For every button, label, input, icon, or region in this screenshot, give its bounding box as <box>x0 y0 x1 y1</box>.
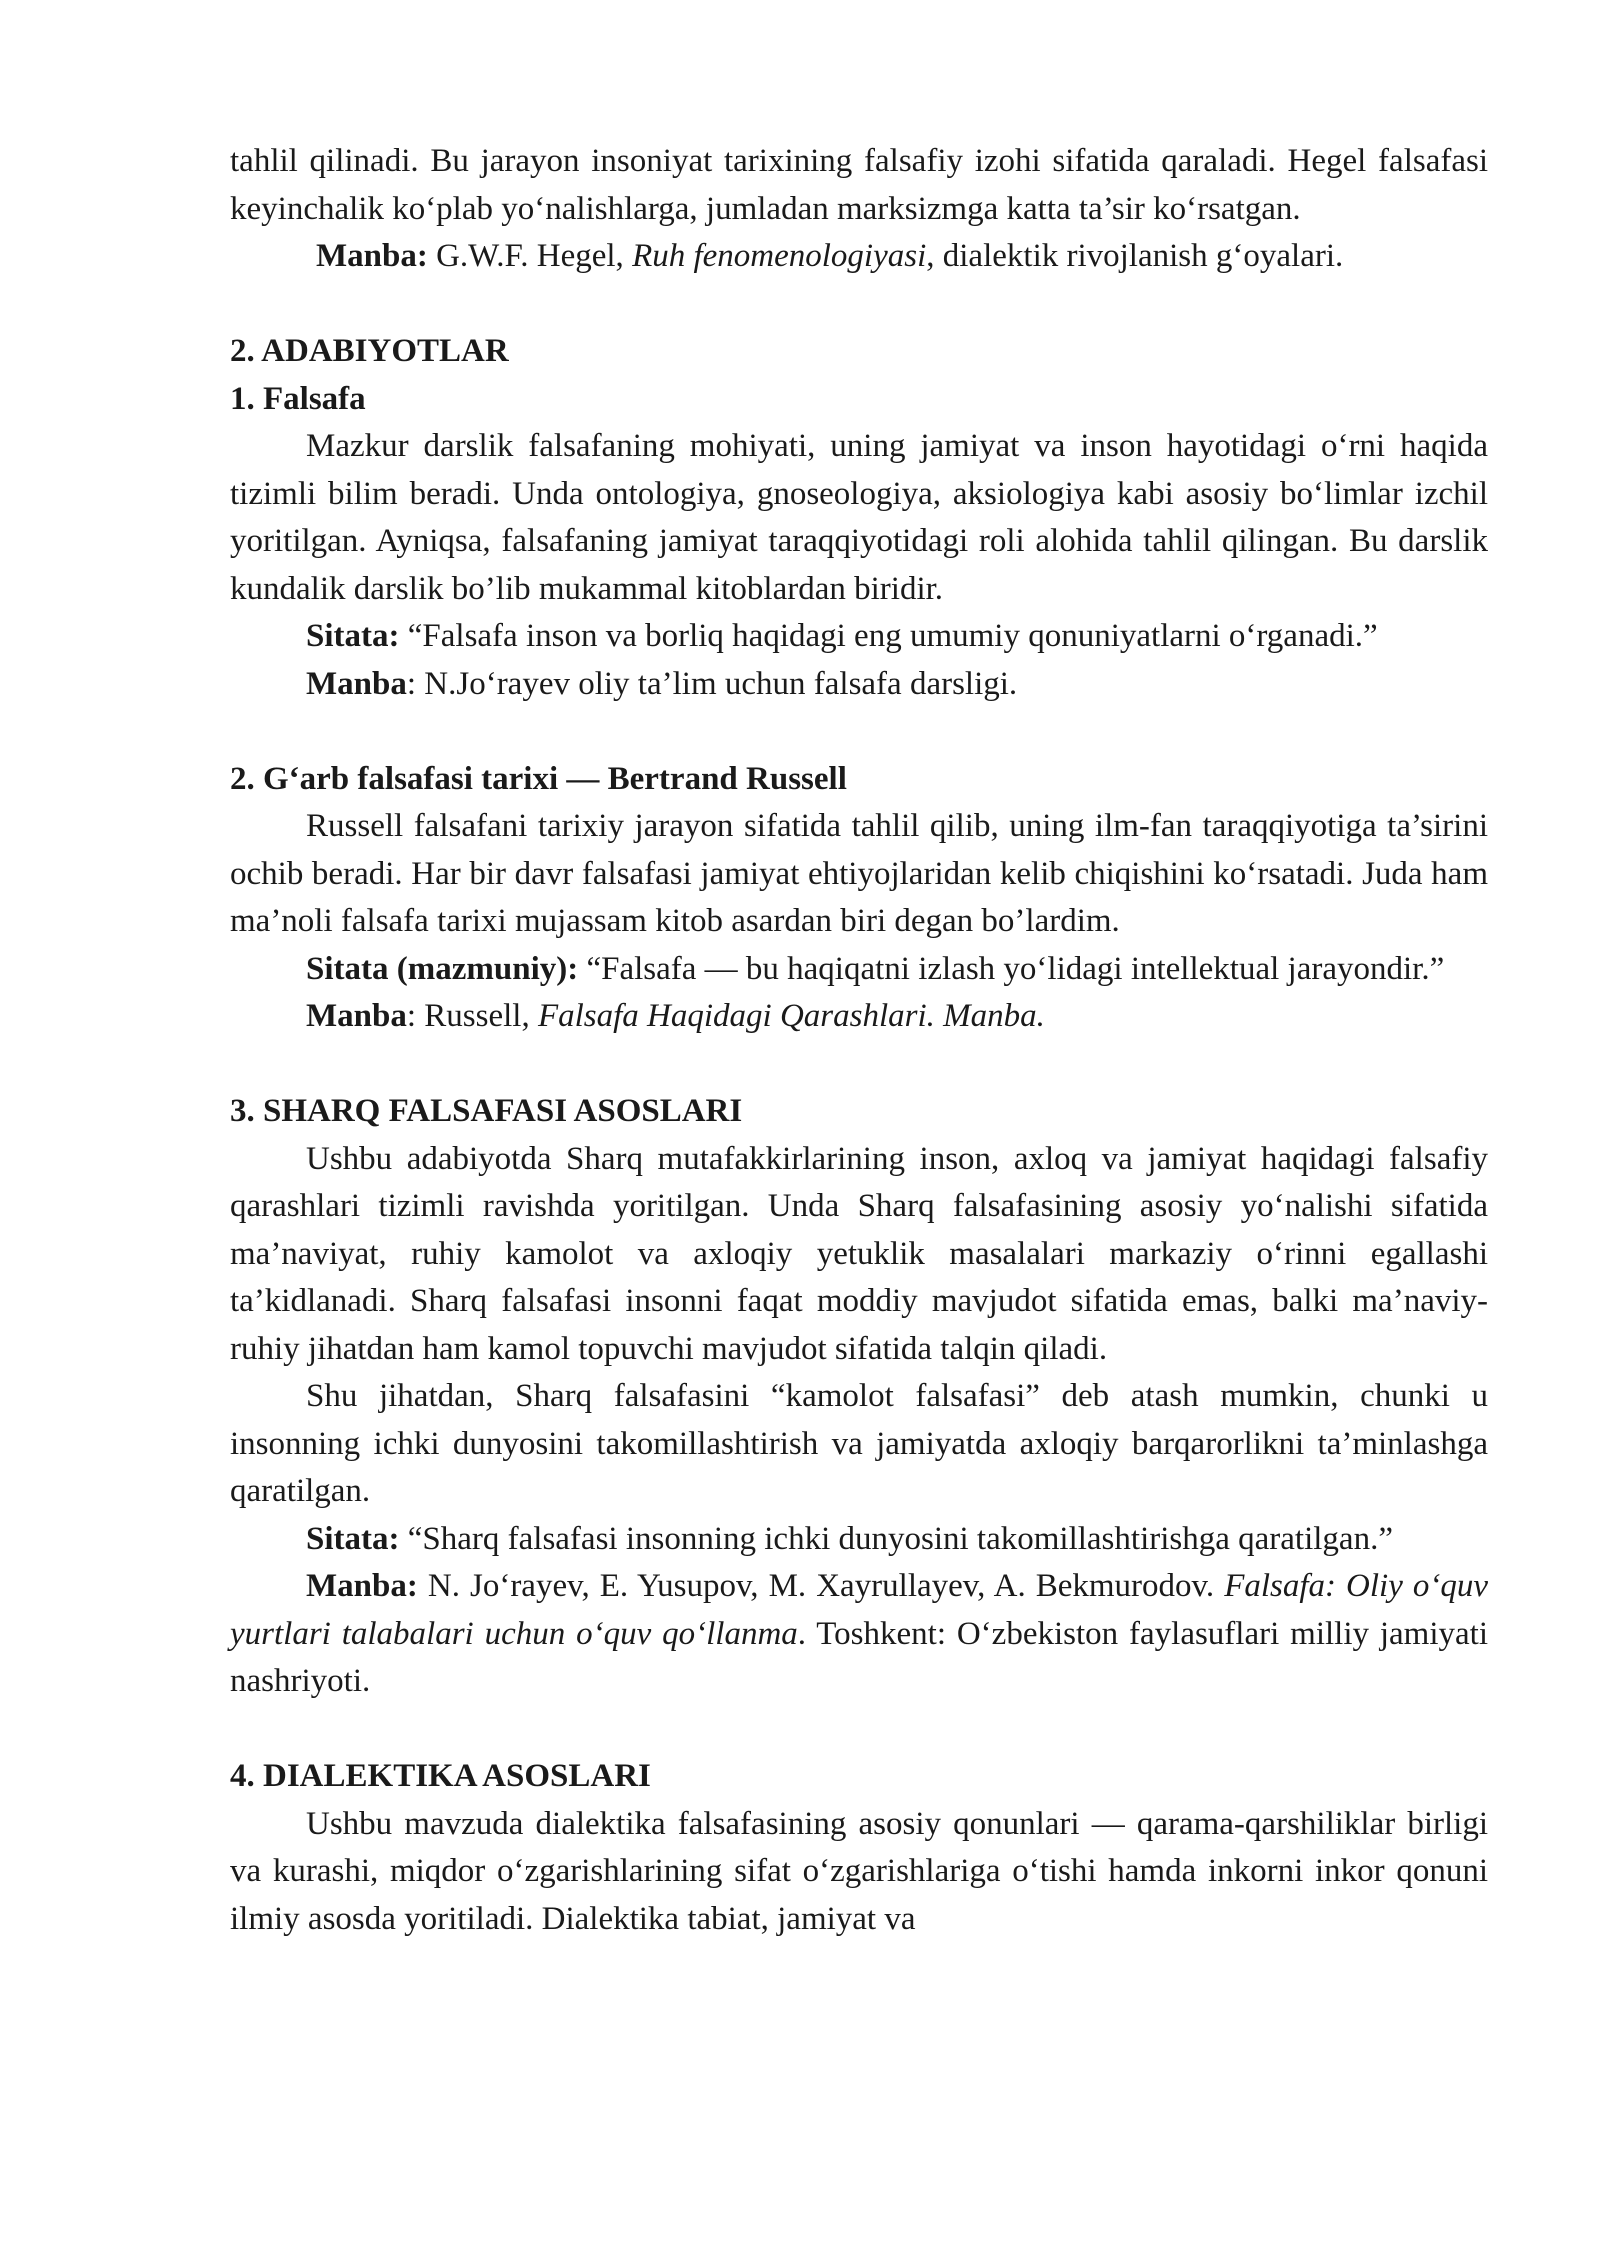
s2-source <box>230 993 1488 1041</box>
s2-source-title: Falsafa Haqidagi Qarashlari. Manba. <box>537 998 1045 1034</box>
s3-source <box>230 1563 1488 1706</box>
s3-paragraph-1: Ushbu adabiyotda Sharq mutafakkirlarining inson, axloq va jamiyat haqidagi falsafiy qarashlari tizimli ravishda yoritilgan. Unda Sharq falsafasining asosiy yo‘nalishi sifatida ma’naviyat, ruhiy kamolot va axloqiy yetuklik masalalari markaziy o‘rinni egallashi ta’kidlanadi. Sharq falsafasi insonni faqat moddiy mavjudot sifatida emas, balki ma’naviy-ruhiy jihatdan ham kamol topuvchi mavjudot sifatida talqin qiladi. <box>230 1140 1488 1367</box>
section-title: 2. ADABIYOTLAR <box>230 333 509 369</box>
s3-source-title: Falsafa: Oliy o‘quv yurtlari talabalari uchun o‘quv qo‘llanma <box>230 1568 1489 1652</box>
s3-quote-label: Sitata: <box>306 1520 400 1557</box>
s1-source <box>230 661 1488 709</box>
document-page <box>230 138 1488 1943</box>
s4-paragraph: Ushbu mavzuda dialektika falsafasining asosiy qonunlari — qarama-qarshiliklar birligi va kurashi, miqdor o‘zgarishlarining sifat o‘zgarishlariga o‘tishi hamda inkorni inkor qonuni ilmiy asosda yoritiladi. Dialektika tabiat, jamiyat va <box>230 1805 1488 1937</box>
s3-source-authors: N. Jo‘rayev, E. Yusupov, M. Xayrullayev, A. Bekmurodov. <box>427 1568 1215 1604</box>
s4-title: 4. DIALEKTIKA ASOSLARI <box>230 1758 651 1794</box>
s3-quote <box>230 1516 1514 1564</box>
s2-quote-label: Sitata (mazmuniy): <box>306 950 579 987</box>
intro-source <box>230 233 1488 281</box>
intro-source-author: G.W.F. Hegel, <box>436 238 624 274</box>
s2-source-label: Manba <box>306 998 407 1034</box>
s1-paragraph: Mazkur darslik falsafaning mohiyati, uning jamiyat va inson hayotidagi o‘rni haqida tizimli bilim beradi. Unda ontologiya, gnoseologiya, aksiologiya kabi asosiy bo‘limlar izchil yoritilgan. Ayniqsa, falsafaning jamiyat taraqqiyotidagi roli alohida tahlil qilingan. Bu darslik kundalik darslik bo’lib mukammal kitoblardan biridir. <box>230 428 1488 607</box>
s1-quote <box>230 613 1514 661</box>
s3-source-label: Manba: <box>306 1568 418 1604</box>
intro-source-rest: , dialektik rivojlanish g‘oyalari. <box>926 238 1344 274</box>
s1-source-text: : N.Jo‘rayev oliy ta’lim uchun falsafa darsligi. <box>406 665 1018 702</box>
s1-quote-text: “Falsafa inson va borliq haqidagi eng umumiy qonuniyatlarni o‘rganadi.” <box>407 618 1378 654</box>
s1-source-label: Manba <box>306 665 407 702</box>
s3-source-publisher: . Toshkent: O‘zbekiston faylasuflari milliy jamiyati nashriyoti. <box>230 1615 1488 1699</box>
s3-quote-text: “Sharq falsafasi insonning ichki dunyosini takomillashtirishga qaratilgan.” <box>407 1520 1393 1557</box>
s2-paragraph: Russell falsafani tarixiy jarayon sifatida tahlil qilib, uning ilm-fan taraqqiyotiga ta’sirini ochib beradi. Har bir davr falsafasi jamiyat ehtiyojlaridan kelib chiqishini ko‘rsatadi. Juda ham ma’noli falsafa tarixi mujassam kitob asardan biri degan bo’lardim. <box>230 808 1488 939</box>
s2-title: 2. G‘arb falsafasi tarixi — Bertrand Russell <box>230 760 847 797</box>
s2-quote <box>230 946 1488 994</box>
s1-title: 1. Falsafa <box>230 380 366 417</box>
intro-source-label: Manba: <box>316 238 428 274</box>
s3-paragraph-2: Shu jihatdan, Sharq falsafasini “kamolot falsafasi” deb atash mumkin, chunki u insonning ichki dunyosini takomillashtirish va jamiyatda axloqiy barqarorlikni ta’minlashga qaratilgan. <box>230 1378 1488 1509</box>
s2-source-author: : Russell, <box>406 998 530 1034</box>
s1-quote-label: Sitata: <box>306 618 400 654</box>
intro-paragraph: tahlil qilinadi. Bu jarayon insoniyat tarixining falsafiy izohi sifatida qaraladi. Hegel falsafasi keyinchalik ko‘plab yo‘nalishlarga, jumladan marksizmga katta ta’sir ko‘rsatgan. <box>230 143 1488 227</box>
s3-title: 3. SHARQ FALSAFASI ASOSLARI <box>230 1093 743 1129</box>
s2-quote-text: “Falsafa — bu haqiqatni izlash yo‘lidagi intellektual jarayondir.” <box>586 950 1445 987</box>
intro-source-title: Ruh fenomenologiyasi <box>632 238 927 274</box>
